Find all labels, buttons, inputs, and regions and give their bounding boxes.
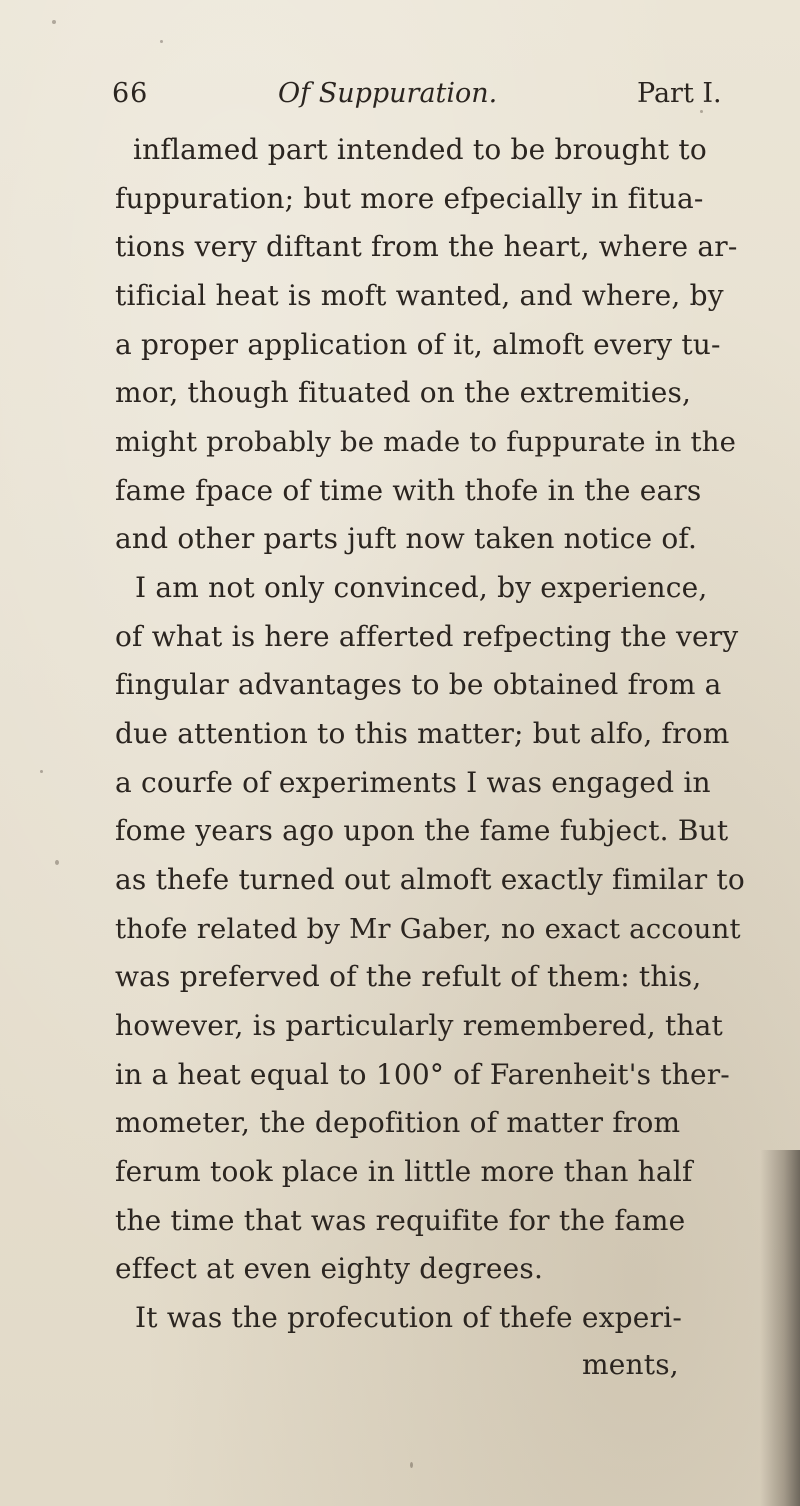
ink-speck bbox=[55, 860, 59, 865]
text-line: was preferved of the refult of them: this, bbox=[115, 960, 702, 993]
text-line: however, is particularly remembered, that bbox=[115, 1009, 724, 1042]
text-line: ferum took place in little more than half bbox=[115, 1155, 693, 1188]
text-line: in a heat equal to 100° of Farenheit's ther- bbox=[115, 1058, 730, 1091]
part-label: Part I. bbox=[637, 78, 722, 109]
text-line: thofe related by Mr Gaber, no exact account bbox=[115, 913, 741, 945]
text-line: a proper application of it, almoft every tu- bbox=[115, 328, 721, 361]
text-line: tions very diftant from the heart, where ar- bbox=[115, 230, 738, 263]
text-line: and other parts juft now taken notice of. bbox=[115, 522, 698, 555]
text-line: might probably be made to fuppurate in the bbox=[115, 426, 737, 458]
text-line: due attention to this matter; but alfo, from bbox=[115, 717, 730, 750]
text-line: ments, bbox=[582, 1348, 679, 1381]
text-line: inflamed part intended to be brought to bbox=[133, 133, 707, 166]
text-line: fingular advantages to be obtained from a bbox=[115, 668, 722, 701]
ink-speck bbox=[52, 20, 56, 24]
text-line: fame fpace of time with thofe in the ears bbox=[115, 474, 702, 507]
text-line: tificial heat is moft wanted, and where, by bbox=[115, 279, 724, 312]
page-edge-shadow bbox=[760, 1150, 800, 1506]
running-title: Of Suppuration. bbox=[278, 78, 498, 109]
ink-speck bbox=[40, 770, 43, 773]
text-line: as thefe turned out almoft exactly fimilar to bbox=[115, 863, 745, 896]
text-line: It was the profecution of thefe experi- bbox=[135, 1301, 682, 1334]
text-line: mor, though fituated on the extremities, bbox=[115, 376, 692, 409]
page-number: 66 bbox=[112, 78, 149, 109]
text-line: I am not only convinced, by experience, bbox=[135, 571, 708, 604]
ink-speck bbox=[160, 40, 163, 43]
ink-speck bbox=[410, 1462, 413, 1468]
text-line: mometer, the depofition of matter from bbox=[115, 1106, 681, 1139]
text-line: the time that was requifite for the fame bbox=[115, 1204, 686, 1237]
running-header bbox=[0, 78, 800, 128]
text-line: fuppuration; but more efpecially in fitua- bbox=[115, 182, 704, 215]
text-line: a courfe of experiments I was engaged in bbox=[115, 766, 711, 799]
text-line: of what is here afferted refpecting the very bbox=[115, 620, 739, 653]
text-line: fome years ago upon the fame fubject. But bbox=[115, 814, 729, 847]
text-line: effect at even eighty degrees. bbox=[115, 1252, 544, 1285]
